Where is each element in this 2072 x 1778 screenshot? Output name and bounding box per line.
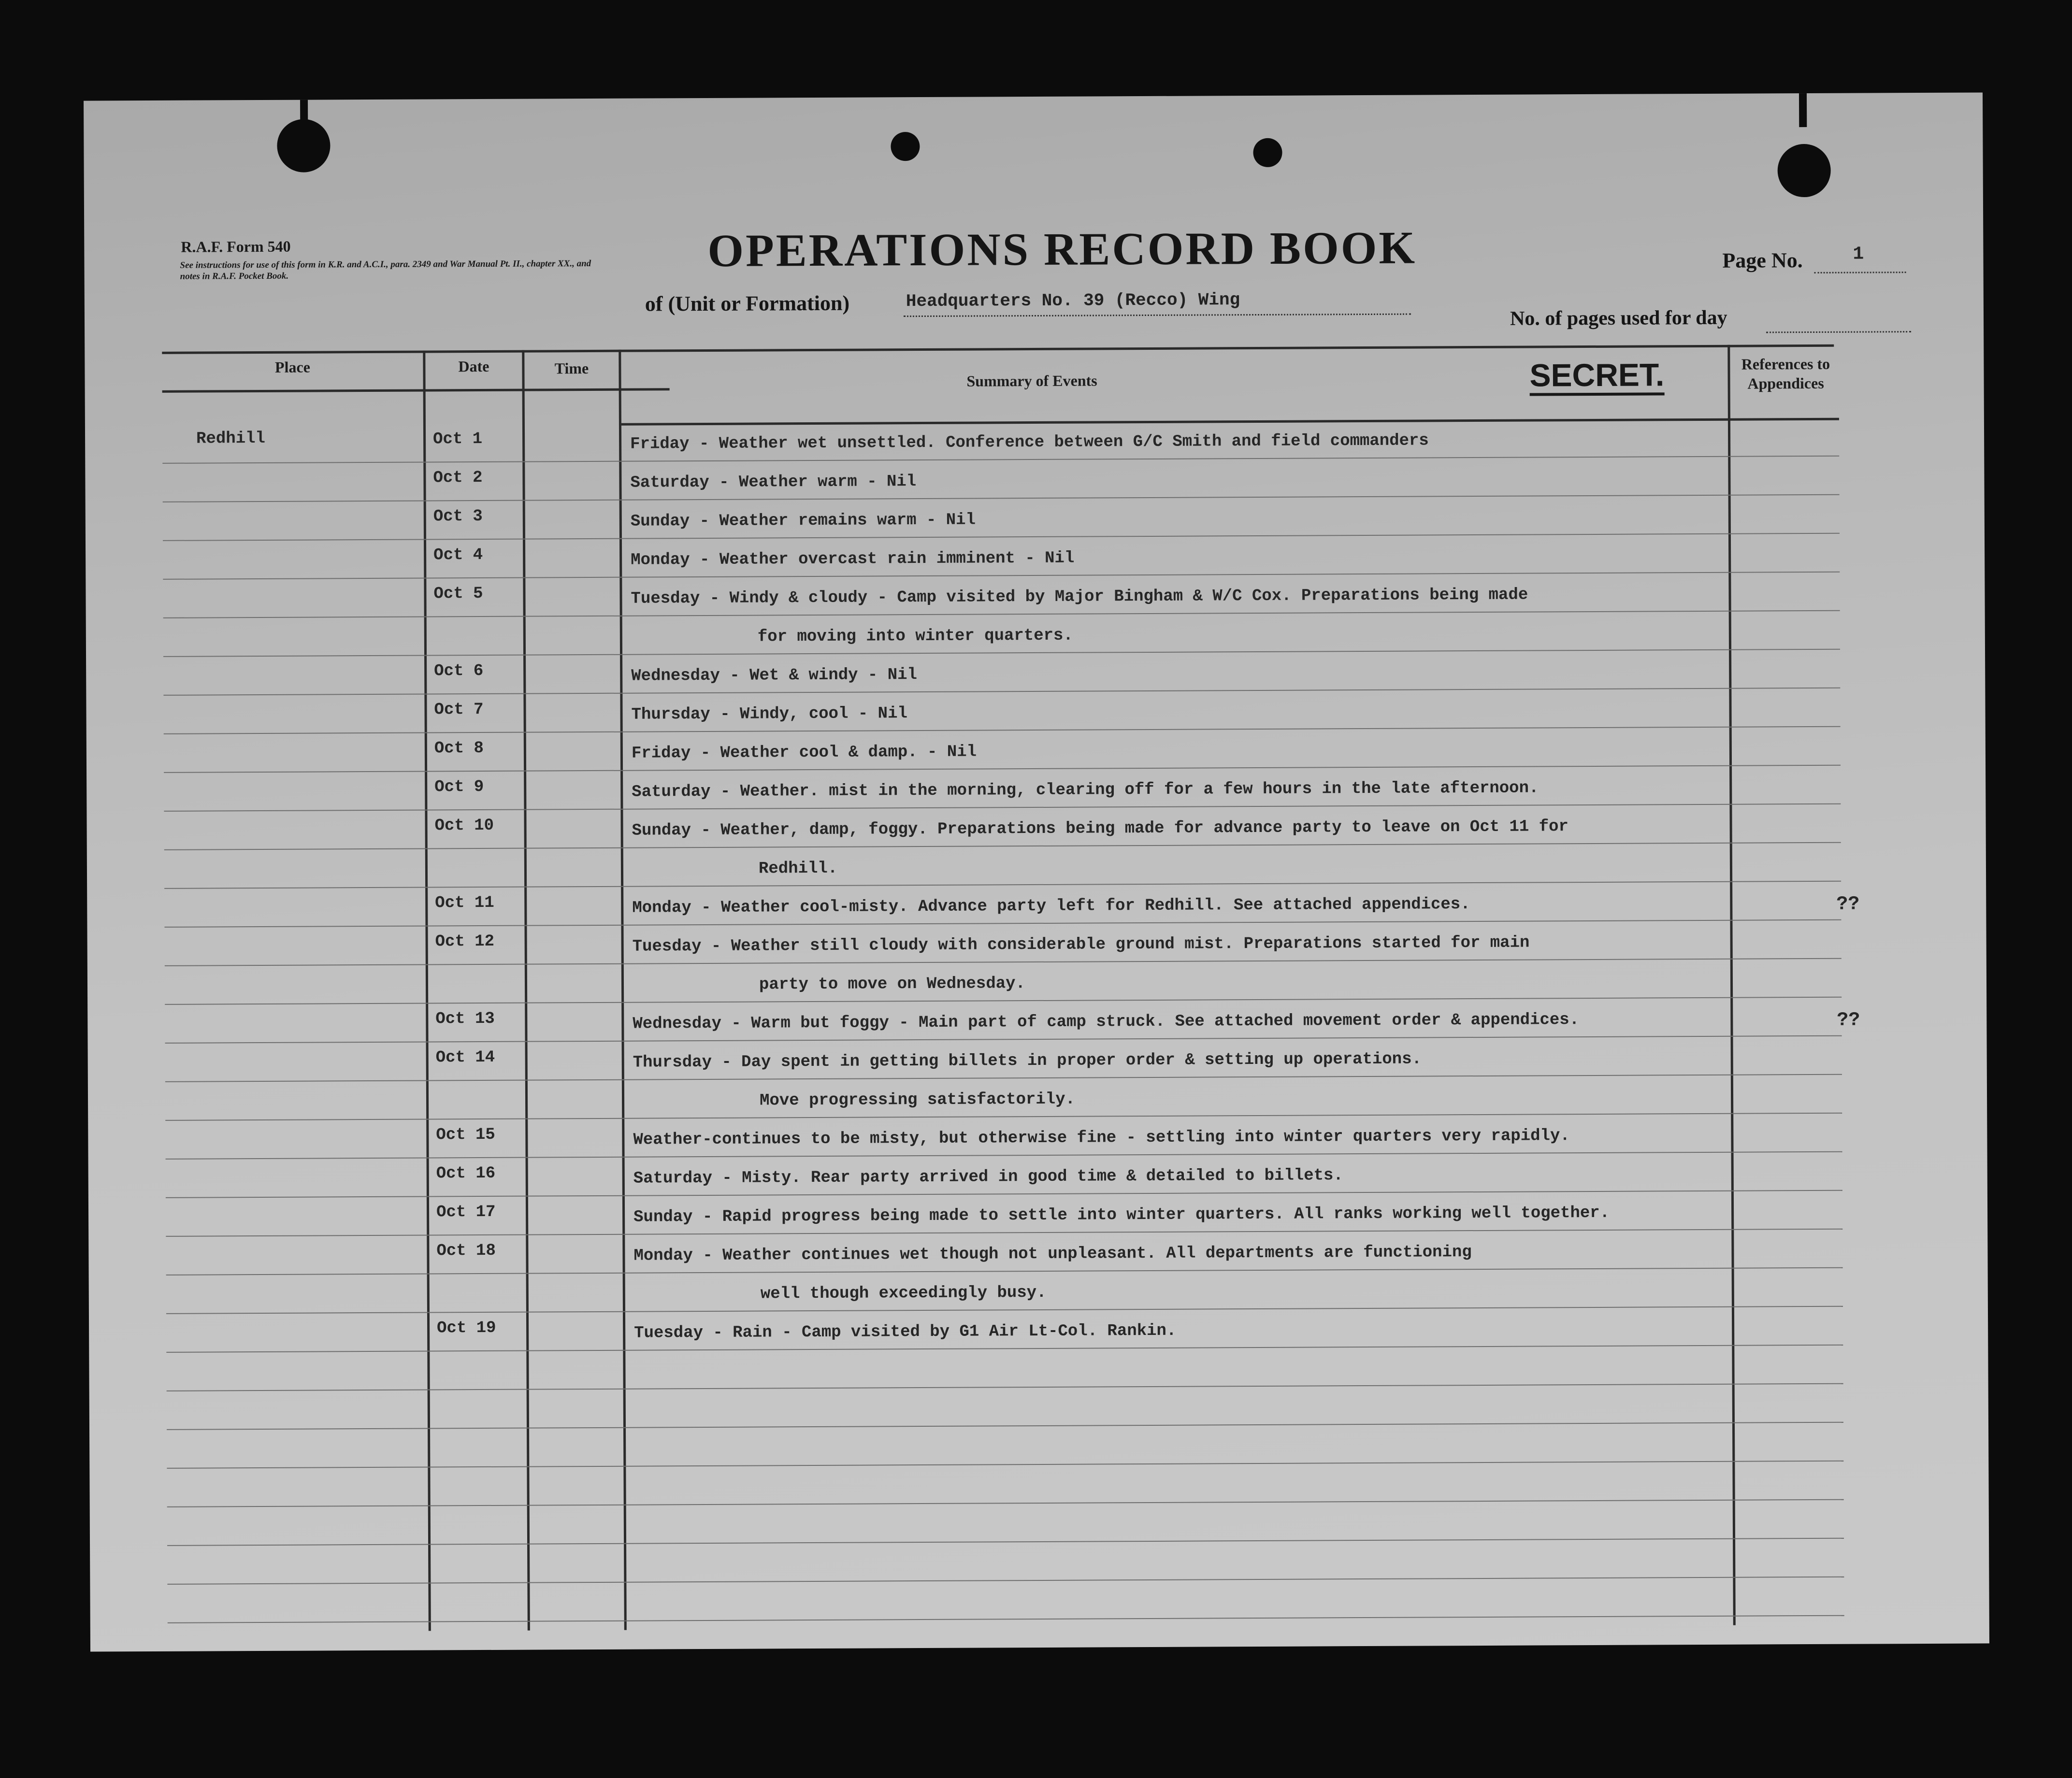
entry-date: Oct 4 bbox=[433, 545, 483, 565]
entry-date: Oct 17 bbox=[436, 1203, 496, 1222]
entry-date: Oct 15 bbox=[436, 1125, 495, 1145]
entry-summary: Monday - Weather overcast rain imminent - Nil bbox=[631, 549, 1075, 570]
form-sheet bbox=[84, 92, 1989, 1651]
ruled-line bbox=[166, 1151, 1842, 1160]
table-top-rule bbox=[162, 344, 1834, 354]
ruled-line bbox=[163, 649, 1840, 657]
entry-date: Oct 7 bbox=[434, 700, 484, 719]
entry-summary: Monday - Weather continues wet though not unpleasant. All departments are functioning bbox=[633, 1243, 1472, 1265]
column-divider bbox=[1727, 345, 1736, 1625]
column-divider bbox=[423, 351, 431, 1631]
ruled-line bbox=[167, 1538, 1844, 1546]
entry-summary-continuation: for moving into winter quarters. bbox=[757, 626, 1073, 646]
entry-date: Oct 3 bbox=[433, 507, 483, 526]
ruled-line bbox=[167, 1577, 1844, 1585]
entry-summary: Friday - Weather cool & damp. - Nil bbox=[631, 743, 977, 763]
entry-summary: Thursday - Day spent in getting billets in proper order & setting up operations. bbox=[633, 1050, 1422, 1072]
entry-summary: Saturday - Misty. Rear party arrived in good time & detailed to billets. bbox=[633, 1166, 1343, 1188]
binder-hole-left bbox=[277, 119, 330, 172]
entry-date: Oct 2 bbox=[433, 468, 483, 488]
entries-list bbox=[84, 92, 1983, 100]
ruled-line bbox=[166, 1306, 1843, 1314]
entry-summary: Saturday - Weather warm - Nil bbox=[630, 473, 917, 492]
ruled-line bbox=[163, 533, 1840, 541]
entry-summary: Weather-continues to be misty, but otherwise fine - settling into winter quarters very rapidly. bbox=[633, 1127, 1570, 1149]
entry-summary-continuation: well though exceedingly busy. bbox=[760, 1283, 1047, 1304]
header-bottom-rule-summary bbox=[621, 418, 1839, 426]
unit-underline bbox=[904, 314, 1411, 317]
ruled-line bbox=[167, 1422, 1843, 1430]
appendix-reference: ?? bbox=[1836, 893, 1860, 916]
page-number-label: Page No. bbox=[1722, 248, 1803, 272]
punch-hole bbox=[1253, 138, 1282, 167]
ruled-line bbox=[165, 1074, 1842, 1082]
entry-summary: Wednesday - Wet & windy - Nil bbox=[631, 666, 918, 686]
entry-summary: Saturday - Weather. mist in the morning, clearing off for a few hours in the late afternoon. bbox=[632, 779, 1539, 802]
ruled-lines bbox=[84, 92, 1983, 100]
classification-stamp: SECRET. bbox=[1529, 358, 1664, 396]
entry-summary: Tuesday - Windy & cloudy - Camp visited by Major Bingham & W/C Cox. Preparations being made bbox=[631, 586, 1528, 608]
form-identifier: R.A.F. Form 540 bbox=[181, 237, 291, 256]
ruled-line bbox=[163, 572, 1840, 580]
ruled-line bbox=[164, 726, 1841, 734]
ruled-line bbox=[162, 456, 1839, 464]
column-header-summary: Summary of Events bbox=[966, 372, 1097, 390]
entry-date: Oct 12 bbox=[435, 932, 495, 951]
ruled-line bbox=[166, 1267, 1843, 1276]
entry-summary: Sunday - Rapid progress being made to settle into winter quarters. All ranks working well together. bbox=[633, 1204, 1610, 1227]
ruled-line bbox=[164, 919, 1841, 928]
page-title: OPERATIONS RECORD BOOK bbox=[707, 221, 1417, 276]
entry-summary: Tuesday - Rain - Camp visited by G1 Air Lt-Col. Rankin. bbox=[634, 1321, 1177, 1343]
ruled-line bbox=[165, 997, 1842, 1005]
entry-date: Oct 9 bbox=[434, 777, 484, 797]
entry-date: Oct 6 bbox=[434, 661, 484, 681]
column-header-references: References to Appendices bbox=[1741, 355, 1830, 392]
ruled-line bbox=[164, 842, 1841, 850]
ruled-line bbox=[167, 1461, 1843, 1469]
entry-summary-continuation: Redhill. bbox=[758, 859, 838, 878]
punch-hole bbox=[891, 132, 920, 161]
entry-date: Oct 14 bbox=[435, 1048, 495, 1067]
pages-used-underline bbox=[1766, 331, 1911, 333]
ruled-line bbox=[163, 494, 1840, 502]
entry-date: Oct 8 bbox=[434, 739, 484, 758]
entry-date: Oct 18 bbox=[436, 1241, 496, 1261]
entry-date: Oct 10 bbox=[434, 816, 494, 835]
entry-date: Oct 16 bbox=[436, 1164, 496, 1183]
ruled-line bbox=[164, 765, 1841, 773]
ruled-line bbox=[165, 1113, 1842, 1121]
entry-summary: Sunday - Weather remains warm - Nil bbox=[630, 511, 976, 531]
ruled-line bbox=[167, 1499, 1844, 1507]
ruled-line bbox=[163, 610, 1840, 618]
column-header-place: Place bbox=[274, 358, 310, 376]
page-number-underline bbox=[1814, 272, 1906, 273]
column-header-date: Date bbox=[458, 357, 489, 375]
entry-date: Oct 13 bbox=[435, 1009, 495, 1029]
entry-date: Oct 11 bbox=[435, 893, 494, 913]
column-divider bbox=[522, 350, 530, 1631]
ruled-line bbox=[164, 881, 1841, 889]
column-header-time: Time bbox=[554, 359, 589, 377]
form-instructions: See instructions for use of this form in K.R. and A.C.I., para. 2349 and War Manual Pt. II., chapter XX., and notes in R.A.F. Pocket Book. bbox=[180, 258, 591, 282]
entry-summary: Sunday - Weather, damp, foggy. Preparations being made for advance party to leave on Oct 11 for bbox=[632, 817, 1569, 840]
ruled-line bbox=[166, 1190, 1842, 1198]
ruled-line bbox=[168, 1615, 1844, 1623]
entry-date: Oct 19 bbox=[437, 1319, 496, 1338]
entry-summary: Friday - Weather wet unsettled. Conference between G/C Smith and field commanders bbox=[630, 431, 1429, 454]
entry-summary-continuation: Move progressing satisfactorily. bbox=[759, 1090, 1076, 1110]
ruled-line bbox=[164, 803, 1841, 812]
ruled-line bbox=[165, 1035, 1842, 1044]
pages-used-label: No. of pages used for day bbox=[1510, 306, 1727, 330]
ruled-line bbox=[167, 1383, 1843, 1391]
page-number-value: 1 bbox=[1853, 244, 1864, 265]
ruled-line bbox=[165, 958, 1842, 966]
unit-value: Headquarters No. 39 (Recco) Wing bbox=[906, 290, 1240, 312]
entry-summary: Wednesday - Warm but foggy - Main part of camp struck. See attached movement order & appendices. bbox=[633, 1011, 1580, 1033]
entry-summary-continuation: party to move on Wednesday. bbox=[759, 975, 1025, 994]
binder-hole-right bbox=[1777, 144, 1830, 197]
header-bottom-rule-left bbox=[162, 388, 670, 393]
column-divider bbox=[619, 350, 627, 1630]
ruled-line bbox=[163, 688, 1840, 696]
unit-label: of (Unit or Formation) bbox=[645, 291, 850, 316]
ruled-line bbox=[166, 1345, 1843, 1353]
entry-summary: Tuesday - Weather still cloudy with considerable ground mist. Preparations started for main bbox=[632, 933, 1530, 956]
entry-date: Oct 1 bbox=[432, 430, 483, 449]
entry-summary: Monday - Weather cool-misty. Advance party left for Redhill. See attached appendices. bbox=[632, 895, 1470, 918]
appendix-reference: ?? bbox=[1837, 1009, 1860, 1032]
place-value: Redhill bbox=[196, 429, 265, 448]
ruled-line bbox=[166, 1229, 1842, 1237]
binder-strap-right bbox=[1799, 92, 1807, 127]
entry-summary: Thursday - Windy, cool - Nil bbox=[631, 704, 907, 724]
entry-date: Oct 5 bbox=[433, 584, 483, 603]
